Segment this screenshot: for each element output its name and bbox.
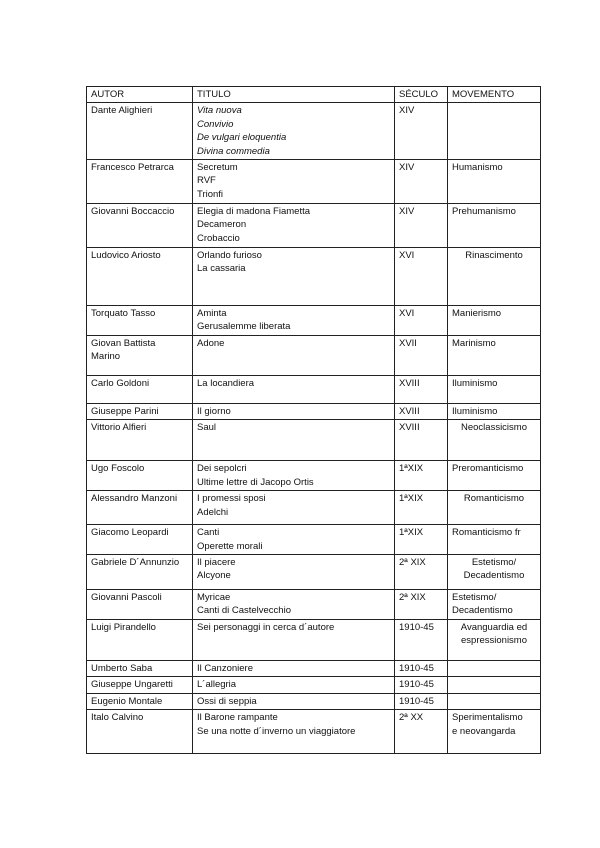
seculo-cell — [395, 160, 448, 204]
movimento-cell-line: espressionismo — [461, 635, 527, 647]
autor-cell — [87, 491, 193, 525]
header-movimento: MOVEMENTO — [448, 87, 541, 103]
autor-cell-line: Giuseppe Ungaretti — [91, 679, 173, 691]
table-row — [87, 660, 541, 676]
titulo-cell — [193, 306, 395, 336]
autor-cell — [87, 677, 193, 693]
titulo-cell-line: Aminta — [197, 308, 227, 320]
autor-cell — [87, 710, 193, 754]
titulo-cell-line: I promessi sposi — [197, 493, 266, 505]
seculo-cell-line: XVIII — [399, 377, 420, 389]
table-row — [87, 525, 541, 555]
movimento-cell — [448, 590, 541, 620]
seculo-cell-line: 1910-45 — [399, 695, 434, 707]
movimento-cell — [448, 403, 541, 419]
titulo-cell-line: Ultime lettre di Jacopo Ortis — [197, 476, 314, 488]
autor-cell — [87, 525, 193, 555]
autor-cell — [87, 335, 193, 375]
titulo-cell — [193, 677, 395, 693]
titulo-cell-line: Sei personaggi in cerca d´autore — [197, 621, 335, 633]
titulo-cell-line: Convivio — [197, 118, 234, 130]
autor-cell — [87, 660, 193, 676]
seculo-cell-line: XVII — [399, 337, 417, 349]
movimento-cell-line: Decadentismo — [452, 605, 513, 617]
movimento-cell-line: Prehumanismo — [452, 206, 516, 218]
titulo-cell-line: Il piacere — [197, 557, 236, 569]
seculo-cell — [395, 525, 448, 555]
titulo-cell — [193, 420, 395, 461]
autor-cell — [87, 403, 193, 419]
autor-cell-line: Carlo Goldoni — [91, 377, 150, 389]
autor-cell-line: Giacomo Leopardi — [91, 527, 169, 539]
autor-cell-line: Giovanni Pascoli — [91, 592, 162, 604]
seculo-cell-line: 1ªXIX — [399, 527, 424, 539]
seculo-cell-line: 2ª XIX — [399, 592, 426, 604]
table-row — [87, 619, 541, 660]
movimento-cell-line: Manierismo — [452, 308, 502, 320]
table-row — [87, 248, 541, 306]
titulo-cell — [193, 103, 395, 160]
seculo-cell-line: XVI — [399, 250, 415, 262]
autor-cell-line: Gabriele D´Annunzio — [91, 557, 180, 569]
movimento-cell-line: Romanticismo — [463, 493, 525, 505]
autor-cell-line: Ugo Foscolo — [91, 463, 145, 475]
table-row — [87, 590, 541, 620]
movimento-cell — [448, 677, 541, 693]
seculo-cell-line: 1910-45 — [399, 621, 434, 633]
autor-cell — [87, 160, 193, 204]
autor-cell — [87, 555, 193, 590]
titulo-cell-line: Il Barone rampante — [197, 712, 278, 724]
seculo-cell — [395, 677, 448, 693]
table-row — [87, 461, 541, 491]
movimento-cell — [448, 375, 541, 403]
literature-table — [86, 86, 541, 754]
titulo-cell-line: Orlando furioso — [197, 250, 262, 262]
movimento-cell — [448, 461, 541, 491]
autor-cell — [87, 590, 193, 620]
autor-cell — [87, 248, 193, 306]
titulo-cell-line: RVF — [197, 175, 216, 187]
seculo-cell — [395, 710, 448, 754]
titulo-cell — [193, 693, 395, 709]
movimento-cell — [448, 693, 541, 709]
movimento-cell-line: Decadentismo — [463, 570, 525, 582]
autor-cell — [87, 375, 193, 403]
seculo-cell — [395, 660, 448, 676]
autor-cell-line: Giuseppe Parini — [91, 405, 159, 417]
titulo-cell-line: Se una notte d´inverno un viaggiatore — [197, 725, 356, 737]
titulo-cell — [193, 403, 395, 419]
table-row — [87, 103, 541, 160]
autor-cell-line: Dante Alighieri — [91, 105, 153, 117]
movimento-cell-line: Rinascimento — [465, 250, 523, 262]
seculo-cell-line: 1910-45 — [399, 679, 434, 691]
titulo-cell — [193, 555, 395, 590]
movimento-cell — [448, 491, 541, 525]
titulo-cell-line: Divina commedia — [197, 145, 270, 157]
table-row — [87, 160, 541, 204]
table-row — [87, 375, 541, 403]
autor-cell — [87, 619, 193, 660]
seculo-cell — [395, 204, 448, 248]
titulo-cell — [193, 660, 395, 676]
titulo-cell-line: Elegia di madona Fiametta — [197, 206, 311, 218]
table-row — [87, 693, 541, 709]
table-body — [87, 103, 541, 754]
seculo-cell-line: XIV — [399, 105, 415, 117]
autor-cell — [87, 420, 193, 461]
autor-cell-line: Marino — [91, 351, 121, 363]
movimento-cell — [448, 248, 541, 306]
autor-cell-line: Vittorio Alfieri — [91, 422, 147, 434]
seculo-cell-line: 1ªXIX — [399, 493, 424, 505]
seculo-cell — [395, 619, 448, 660]
seculo-cell-line: 2ª XIX — [399, 557, 426, 569]
autor-cell — [87, 204, 193, 248]
titulo-cell-line: L´allegria — [197, 679, 237, 691]
titulo-cell-line: Gerusalemme liberata — [197, 321, 291, 333]
seculo-cell-line: 2ª XX — [399, 712, 424, 724]
autor-cell — [87, 306, 193, 336]
seculo-cell — [395, 103, 448, 160]
autor-cell-line: Torquato Tasso — [91, 308, 156, 320]
table-row — [87, 306, 541, 336]
titulo-cell-line: Il Canzoniere — [197, 662, 253, 674]
header-autor: AUTOR — [87, 87, 193, 103]
autor-cell — [87, 461, 193, 491]
titulo-cell-line: Secretum — [197, 162, 238, 174]
seculo-cell — [395, 248, 448, 306]
seculo-cell — [395, 555, 448, 590]
movimento-cell — [448, 660, 541, 676]
titulo-cell-line: La cassaria — [197, 263, 246, 275]
titulo-cell-line: Canti — [197, 527, 220, 539]
movimento-cell-line: Neoclassicismo — [461, 422, 527, 434]
titulo-cell — [193, 160, 395, 204]
movimento-cell-line: Estetismo/ — [452, 592, 497, 604]
titulo-cell-line: Dei sepolcri — [197, 463, 247, 475]
titulo-cell — [193, 491, 395, 525]
autor-cell — [87, 693, 193, 709]
movimento-cell-line: Preromanticismo — [452, 463, 524, 475]
seculo-cell-line: XIV — [399, 206, 415, 218]
movimento-cell — [448, 160, 541, 204]
movimento-cell-line: Romanticismo fr — [452, 527, 521, 539]
titulo-cell — [193, 461, 395, 491]
movimento-cell — [448, 204, 541, 248]
titulo-cell — [193, 619, 395, 660]
titulo-cell-line: Decameron — [197, 219, 247, 231]
movimento-cell-line: e neovangarda — [452, 725, 516, 737]
movimento-cell — [448, 420, 541, 461]
seculo-cell — [395, 693, 448, 709]
titulo-cell — [193, 375, 395, 403]
seculo-cell-line: XVIII — [399, 422, 420, 434]
titulo-cell — [193, 204, 395, 248]
movimento-cell-line: Avanguardia ed — [460, 621, 528, 633]
header-seculo: SÉCULO — [395, 87, 448, 103]
movimento-cell — [448, 103, 541, 160]
titulo-cell-line: Crobaccio — [197, 232, 240, 244]
autor-cell-line: Umberto Saba — [91, 662, 153, 674]
table-row — [87, 491, 541, 525]
movimento-cell — [448, 619, 541, 660]
titulo-cell-line: La locandiera — [197, 377, 255, 389]
titulo-cell — [193, 248, 395, 306]
titulo-cell-line: Vita nuova — [197, 105, 242, 117]
seculo-cell — [395, 461, 448, 491]
seculo-cell — [395, 403, 448, 419]
titulo-cell-line: Saul — [197, 422, 217, 434]
seculo-cell — [395, 375, 448, 403]
titulo-cell — [193, 710, 395, 754]
movimento-cell-line: Humanismo — [452, 162, 503, 174]
autor-cell-line: Ludovico Ariosto — [91, 250, 161, 262]
autor-cell-line: Giovan Battista — [91, 337, 156, 349]
movimento-cell-line: Estetismo/ — [471, 557, 517, 569]
movimento-cell-line: Marinismo — [452, 337, 496, 349]
titulo-cell — [193, 525, 395, 555]
seculo-cell — [395, 306, 448, 336]
titulo-cell-line: Operette morali — [197, 540, 263, 552]
movimento-cell — [448, 525, 541, 555]
titulo-cell-line: Trionfi — [197, 188, 224, 200]
titulo-cell — [193, 590, 395, 620]
seculo-cell-line: XVIII — [399, 405, 420, 417]
table-row — [87, 677, 541, 693]
movimento-cell — [448, 710, 541, 754]
table-row — [87, 204, 541, 248]
titulo-cell-line: De vulgari eloquentia — [197, 132, 287, 144]
seculo-cell — [395, 590, 448, 620]
seculo-cell — [395, 335, 448, 375]
table-row — [87, 403, 541, 419]
seculo-cell — [395, 420, 448, 461]
titulo-cell-line: Alcyone — [197, 570, 231, 582]
seculo-cell-line: 1ªXIX — [399, 463, 424, 475]
header-row — [87, 87, 541, 103]
movimento-cell — [448, 335, 541, 375]
autor-cell-line: Luigi Pirandello — [91, 621, 156, 633]
seculo-cell — [395, 491, 448, 525]
titulo-cell-line: Adelchi — [197, 506, 229, 518]
autor-cell-line: Francesco Petrarca — [91, 162, 174, 174]
titulo-cell-line: Il giorno — [197, 405, 231, 417]
table-row — [87, 420, 541, 461]
autor-cell-line: Giovanni Boccaccio — [91, 206, 175, 218]
table-row — [87, 555, 541, 590]
movimento-cell — [448, 555, 541, 590]
movimento-cell-line: Sperimentalismo — [452, 712, 523, 724]
titulo-cell-line: Canti di Castelvecchio — [197, 605, 291, 617]
titulo-cell-line: Adone — [197, 337, 225, 349]
table-row — [87, 710, 541, 754]
movimento-cell — [448, 306, 541, 336]
autor-cell-line: Alessandro Manzoni — [91, 493, 178, 505]
titulo-cell-line: Myricae — [197, 592, 231, 604]
titulo-cell — [193, 335, 395, 375]
movimento-cell-line: Iluminismo — [452, 405, 498, 417]
seculo-cell-line: XVI — [399, 308, 415, 320]
movimento-cell-line: Iluminismo — [452, 377, 498, 389]
titulo-cell-line: Ossi di seppia — [197, 695, 257, 707]
seculo-cell-line: XIV — [399, 162, 415, 174]
document-page — [86, 86, 540, 754]
autor-cell — [87, 103, 193, 160]
autor-cell-line: Italo Calvino — [91, 712, 144, 724]
seculo-cell-line: 1910-45 — [399, 662, 434, 674]
table-row — [87, 335, 541, 375]
header-titulo: TITULO — [193, 87, 395, 103]
autor-cell-line: Eugenio Montale — [91, 695, 163, 707]
